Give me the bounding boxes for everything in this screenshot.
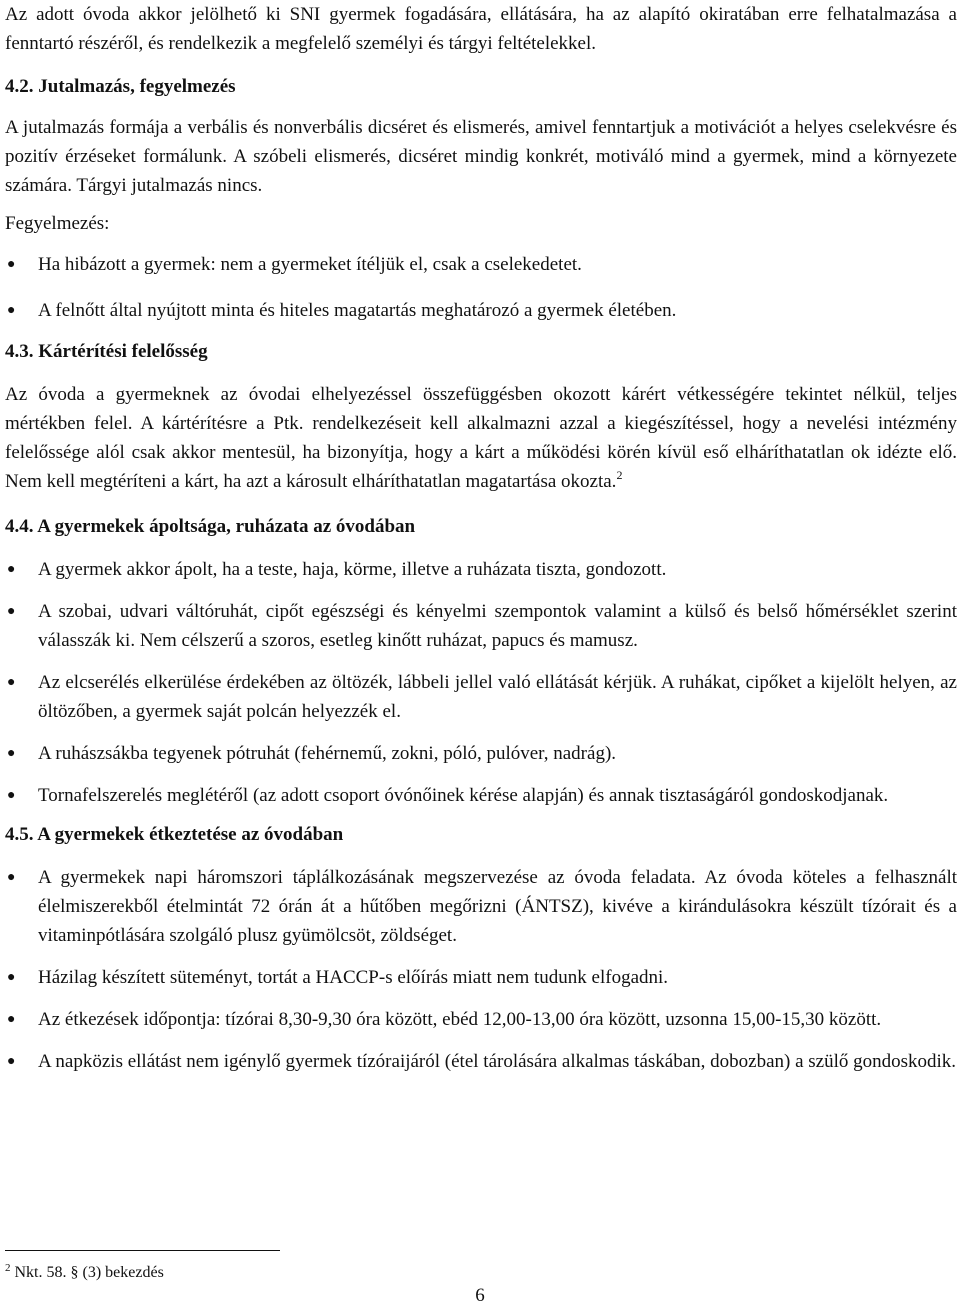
- bullet-icon: ●: [7, 1012, 16, 1027]
- bullet-icon: ●: [7, 870, 16, 885]
- bullet-icon: ●: [7, 788, 16, 803]
- section-number: 4.5.: [5, 824, 34, 845]
- footnote: [5, 1262, 164, 1284]
- section-number: 4.3.: [5, 341, 34, 362]
- list-item: ● A ruhászsákba tegyenek pótruhát (fehérnemű, zokni, póló, pulóver, nadrág).: [5, 739, 957, 768]
- section-title: Kártérítési felelősség: [38, 341, 208, 362]
- bullet-icon: ●: [7, 970, 16, 985]
- list-item: ● Az étkezések időpontja: tízórai 8,30-9,30 óra között, ebéd 12,00-13,00 óra között, uzsonna 15,00-15,30 között.: [5, 1005, 957, 1034]
- page-number: 6: [475, 1285, 485, 1306]
- bullet-icon: ●: [7, 604, 16, 619]
- section-title: A gyermekek ápoltsága, ruházata az óvodában: [37, 516, 416, 537]
- section-heading-4-4: [5, 512, 957, 541]
- list-item: ● Az elcserélés elkerülése érdekében az öltözék, lábbeli jellel való ellátását kérjük. A ruhákat, cipőket a kijelölt helyen, az öltözőben, a gyermek saját polcán helyezzék el.: [5, 668, 957, 726]
- bullet-icon: ●: [7, 1054, 16, 1069]
- section-title: A gyermekek étkeztetése az óvodában: [37, 824, 344, 845]
- document-page: [5, 0, 957, 1076]
- list-item: ● Tornafelszerelés meglétéről (az adott csoport óvónőinek kérése alapján) és annak tisztaságáról gondoskodjanak.: [5, 781, 957, 810]
- section-heading-4-2: [5, 72, 957, 101]
- list-item: ● A szobai, udvari váltóruhát, cipőt egészségi és kényelmi szempontok valamint a külső és belső hőmérséklet szerint válasszák ki. Nem célszerű a szoros, esetleg kinőtt ruházat, papucs és mamusz.: [5, 597, 957, 655]
- discipline-label: Fegyelmezés:: [5, 213, 110, 234]
- list-item: ● A felnőtt által nyújtott minta és hiteles magatartás meghatározó a gyermek életében.: [5, 296, 957, 325]
- section-number: 4.4.: [5, 516, 34, 537]
- list-item: ● Ha hibázott a gyermek: nem a gyermeket ítéljük el, csak a cselekedetet.: [5, 250, 957, 279]
- list-item: ● A gyermekek napi háromszori táplálkozásának megszervezése az óvoda feladata. Az óvoda köteles a felhasznált élelmiszerekből ételmintát 72 órán át a hűtőben megőrizni (ÁNTSZ), kivéve a kirándulásokra készült tízórait és a vitaminpótlására szolgáló plusz gyümölcsöt, zöldséget.: [5, 863, 957, 950]
- footnote-divider: [5, 1250, 280, 1251]
- section-heading-4-5: [5, 820, 957, 849]
- section-heading-4-3: [5, 337, 957, 366]
- reward-paragraph: A jutalmazás formája a verbális és nonverbális dicséret és elismerés, amivel fenntartjuk a motivációt a helyes cselekvésre és pozitív érzéseket formálunk. A szóbeli elismerés, dicséret mindig konkrét, motiváló mind a gyermek, mind a környezete számára. Tárgyi jutalmazás nincs.: [5, 117, 957, 196]
- section-number: 4.2.: [5, 76, 34, 97]
- section-title: Jutalmazás, fegyelmezés: [38, 76, 236, 97]
- list-item: ● A gyermek akkor ápolt, ha a teste, haja, körme, illetve a ruházata tiszta, gondozott.: [5, 555, 957, 584]
- care-list: [5, 555, 957, 810]
- footnote-marker: 2: [5, 1262, 11, 1274]
- footnote-text: Nkt. 58. § (3) bekezdés: [14, 1264, 164, 1281]
- meals-list: [5, 863, 957, 1076]
- bullet-icon: ●: [7, 257, 16, 272]
- discipline-list: [5, 250, 957, 325]
- footnote-reference[interactable]: 2: [616, 468, 623, 482]
- bullet-icon: ●: [7, 303, 16, 318]
- bullet-icon: ●: [7, 562, 16, 577]
- list-item: ● Házilag készített süteményt, tortát a HACCP-s előírás miatt nem tudunk elfogadni.: [5, 963, 957, 992]
- bullet-icon: ●: [7, 675, 16, 690]
- intro-paragraph: Az adott óvoda akkor jelölhető ki SNI gyermek fogadására, ellátására, ha az alapító okiratában erre felhatalmazása a fenntartó részéről, és rendelkezik a megfelelő személyi és tárgyi feltételekkel.: [5, 4, 957, 54]
- list-item: ● A napközis ellátást nem igénylő gyermek tízóraijáról (étel tárolására alkalmas táskában, dobozban) a szülő gondoskodik.: [5, 1047, 957, 1076]
- liability-paragraph: Az óvoda a gyermeknek az óvodai elhelyezéssel összefüggésben okozott kárért vétkességére tekintet nélkül, teljes mértékben felel. A kártérítésre a Ptk. rendelkezéseit kell alkalmazni azzal a kiegészítéssel, hogy a nevelési intézmény felelőssége alól csak akkor mentesül, ha bizonyítja, hogy a kárt a működési körén kívül eső elháríthatatlan ok idézte elő. Nem kell megtéríteni a kárt, ha azt a károsult elháríthatatlan magatartása okozta.$^2$: [5, 384, 957, 492]
- bullet-icon: ●: [7, 746, 16, 761]
